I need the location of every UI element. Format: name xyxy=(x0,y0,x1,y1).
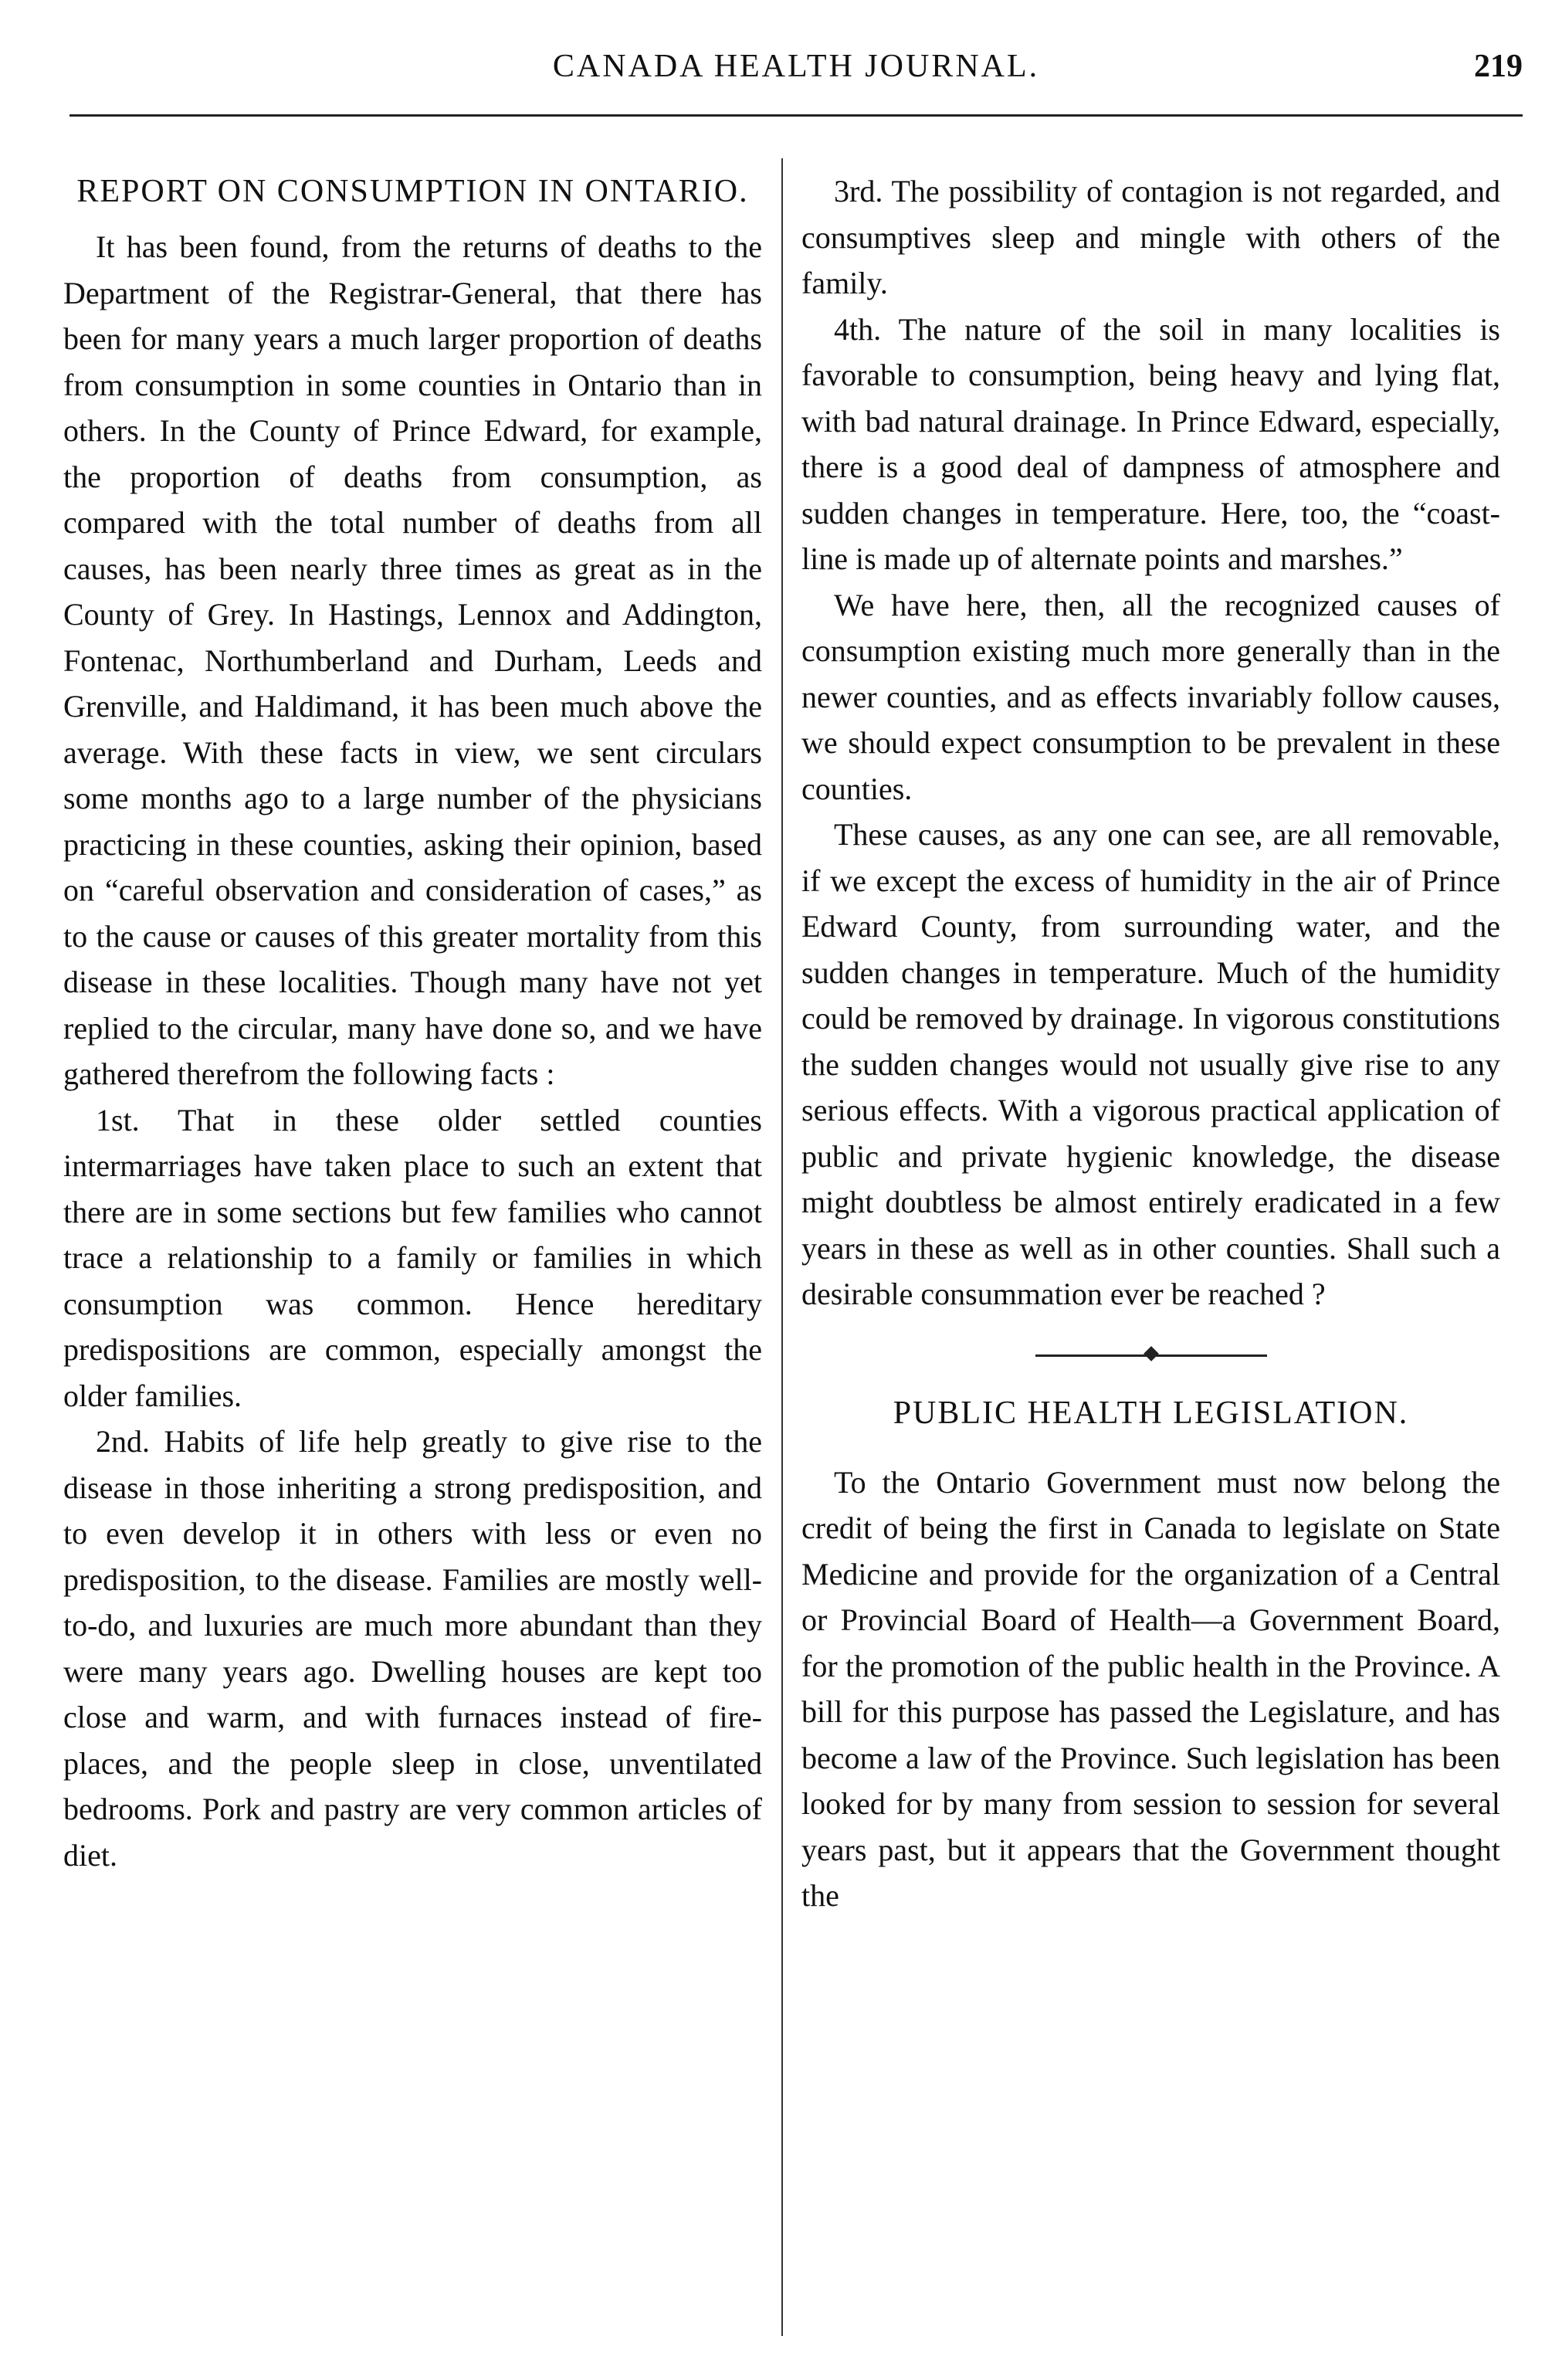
header-rule xyxy=(69,114,1523,117)
diamond-ornament-icon xyxy=(1144,1346,1159,1361)
column-divider xyxy=(781,158,783,2336)
section-separator-ornament xyxy=(1035,1344,1267,1367)
left-column xyxy=(63,168,762,1878)
paragraph: These causes, as any one can see, are all removable, if we except the excess of humidity in the air of Prince Edward County, from surrounding water, and the sudden changes in temperature. Much of the humidity could be removed by drainage. In vigorous constitutions the sudden changes would not usually give rise to any serious effects. With a vigorous practical application of public and private hygienic knowledge, the disease might doubtless be almost entirely eradicated in a few years in these as well as in other counties. Shall such a desirable consummation ever be reached ? xyxy=(801,817,1500,1311)
paragraph: To the Ontario Government must now belong the credit of being the first in Canada to legislate on State Medicine and provide for the organization of a Central or Provincial Board of Health—a Government Board, for the promotion of the public health in the Province. A bill for this purpose has passed the Legislature, and has become a law of the Province. Such legislation has been looked for by many from session to session for several years past, but it appears that the Government thought the xyxy=(801,1464,1500,1913)
paragraph: It has been found, from the returns of deaths to the Department of the Registrar-General, that there has been for many years a much larger proportion of deaths from consumption in some counties in Ontario than in others. In the County of Prince Edward, for example, the proportion of deaths from consumption, as compared with the total number of deaths from all causes, has been nearly three times as great as in the County of Grey. In Hastings, Lennox and Addington, Fontenac, Northumberland and Durham, Leeds and Grenville, and Haldimand, it has been much above the average. With these facts in view, we sent circulars some months ago to a large number of the physicians practicing in these counties, asking their opinion, based on “careful observation and consideration of cases,” as to the cause or causes of this greater mortality from this disease in these localities. Though many have not yet replied to the circular, many have done so, and we have gathered therefrom the following facts : xyxy=(63,229,762,1091)
paragraph: 3rd. The possibility of contagion is not regarded, and consumptives sleep and mingle with others of the family. xyxy=(801,174,1500,300)
section-title-consumption-report: REPORT ON CONSUMPTION IN ONTARIO. xyxy=(76,174,749,209)
page-header xyxy=(69,45,1523,99)
paragraph: 1st. That in these older settled counties intermarriages have taken place to such an extent that there are in some sections but few families who cannot trace a relationship to a family or families in which consumption was common. Hence hereditary predispositions are common, especially amongst the older families. xyxy=(63,1102,762,1413)
journal-title: CANADA HEALTH JOURNAL. xyxy=(552,49,1040,84)
right-column xyxy=(801,168,1500,1919)
paragraph: We have here, then, all the recognized causes of consumption existing much more generally than in the newer counties, and as effects invariably follow causes, we should expect consumption to be prevalent in these counties. xyxy=(801,587,1500,806)
section-title-public-health-legislation: PUBLIC HEALTH LEGISLATION. xyxy=(893,1395,1409,1431)
page-number: 219 xyxy=(1474,49,1523,84)
paragraph: 2nd. Habits of life help greatly to give rise to the disease in those inheriting a strong predisposition, and to even develop it in others with less or even no predisposition, to the disease. Families are mostly well-to-do, and luxuries are much more abundant than they were many years ago. Dwelling houses are kept too close and warm, and with furnaces instead of fire-places, and the people sleep in close, unventilated bedrooms. Pork and pastry are very common articles of diet. xyxy=(63,1424,762,1873)
paragraph: 4th. The nature of the soil in many localities is favorable to consumption, being heavy and lying flat, with bad natural drainage. In Prince Edward, especially, there is a good deal of dampness of atmosphere and sudden changes in temperature. Here, too, the “coast-line is made up of alternate points and marshes.” xyxy=(801,311,1500,576)
